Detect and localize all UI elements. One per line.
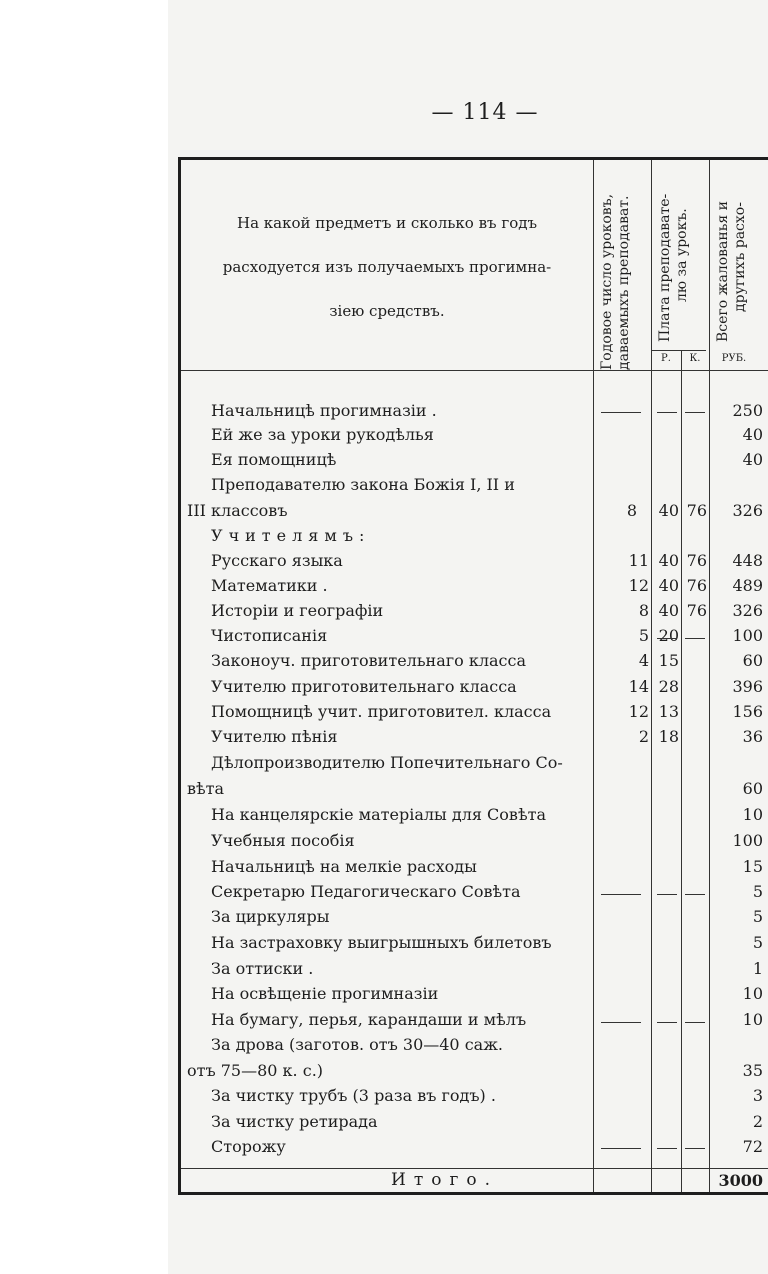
cell-total: 10 bbox=[742, 1010, 763, 1029]
blank-dash bbox=[601, 894, 641, 895]
subheader-kop: К. bbox=[689, 353, 701, 364]
row-label: III классовъ bbox=[187, 501, 288, 520]
cell-total: 326 bbox=[732, 601, 763, 620]
row-label: За чистку трубъ (3 раза въ годъ) . bbox=[211, 1086, 496, 1105]
header-description bbox=[181, 212, 593, 322]
blank-dash bbox=[685, 412, 705, 413]
cell-lessons: 8 bbox=[626, 501, 637, 520]
cell-total: 2 bbox=[752, 1112, 763, 1131]
cell-pay-rub: 28 bbox=[658, 677, 679, 696]
header-pay-line: Плата преподавате- bbox=[657, 193, 673, 342]
row-label: вѣта bbox=[187, 779, 225, 798]
cell-pay-rub: 40 bbox=[658, 501, 679, 520]
cell-total: 5 bbox=[752, 882, 763, 901]
row-label: Законоуч. приготовительнаго класса bbox=[211, 651, 527, 670]
blank-dash bbox=[685, 1022, 705, 1023]
row-label: На бумагу, перья, карандаши и мѣлъ bbox=[211, 1010, 527, 1029]
cell-lessons: 14 bbox=[628, 677, 649, 696]
cell-total: 36 bbox=[742, 727, 763, 746]
cell-lessons: 2 bbox=[638, 727, 649, 746]
header-description-line: расходуется изъ получаемыхъ прогимна- bbox=[222, 258, 552, 276]
row-label: За чистку ретирада bbox=[211, 1112, 378, 1131]
row-label: Ей же за уроки рукодѣлья bbox=[211, 425, 434, 444]
header-total-line: Всего жалованья и bbox=[715, 201, 731, 342]
blank-dash bbox=[657, 1022, 677, 1023]
cell-pay-rub: 20 bbox=[658, 626, 679, 645]
header-total-line: другихъ расхо- bbox=[732, 202, 748, 312]
row-label: Математики . bbox=[211, 576, 328, 595]
cell-total: 1 bbox=[752, 959, 763, 978]
row-label: Чистописанія bbox=[211, 626, 328, 645]
cell-total: 35 bbox=[742, 1061, 763, 1080]
cell-lessons: 11 bbox=[628, 551, 649, 570]
cell-total: 60 bbox=[742, 779, 763, 798]
total-top-rule bbox=[181, 1168, 768, 1169]
row-label: На освѣщеніе прогимназіи bbox=[211, 984, 439, 1003]
blank-dash bbox=[601, 1148, 641, 1149]
row-label: Секретарю Педагогическаго Совѣта bbox=[211, 882, 521, 901]
cell-total: 3 bbox=[752, 1086, 763, 1105]
cell-lessons: 12 bbox=[628, 702, 649, 721]
blank-dash bbox=[657, 1148, 677, 1149]
cell-pay-rub: 40 bbox=[658, 601, 679, 620]
cell-total: 10 bbox=[742, 984, 763, 1003]
cell-total: 100 bbox=[732, 831, 763, 850]
cell-pay-kop: 76 bbox=[686, 576, 707, 595]
cell-total: 489 bbox=[732, 576, 763, 595]
blank-dash bbox=[685, 638, 705, 639]
row-label: Учителю приготовительнаго класса bbox=[211, 677, 517, 696]
cell-total: 72 bbox=[742, 1137, 763, 1156]
cell-total: 60 bbox=[742, 651, 763, 670]
cell-lessons: 4 bbox=[638, 651, 649, 670]
cell-pay-rub: 40 bbox=[658, 551, 679, 570]
blank-dash bbox=[601, 1022, 641, 1023]
row-label: На канцелярскіе матеріалы для Совѣта bbox=[211, 805, 546, 824]
blank-dash bbox=[685, 1148, 705, 1149]
pay-subheader-rule bbox=[651, 350, 706, 351]
row-label: Сторожу bbox=[211, 1137, 286, 1156]
row-label: На застраховку выигрышныхъ билетовъ bbox=[211, 933, 552, 952]
cell-pay-kop: 76 bbox=[686, 551, 707, 570]
subheader-rub: Р. bbox=[661, 353, 671, 364]
header-bottom-rule bbox=[181, 370, 768, 371]
cell-total: 40 bbox=[742, 425, 763, 444]
row-label: Преподавателю закона Божія I, II и bbox=[211, 475, 515, 494]
cell-pay-rub: 40 bbox=[658, 576, 679, 595]
col-divider-kop bbox=[681, 350, 682, 1192]
row-label: Ея помощницѣ bbox=[211, 450, 337, 469]
expense-table bbox=[178, 157, 768, 1195]
cell-pay-kop: 76 bbox=[686, 501, 707, 520]
row-label: Учителю пѣнія bbox=[211, 727, 338, 746]
row-label: За дрова (заготов. отъ 30—40 саж. bbox=[211, 1035, 503, 1054]
header-lessons-line: даваемыхъ преподават. bbox=[616, 195, 632, 370]
row-label: Учителямъ: bbox=[211, 526, 371, 545]
cell-total: 448 bbox=[732, 551, 763, 570]
cell-total: 40 bbox=[742, 450, 763, 469]
blank-dash bbox=[657, 894, 677, 895]
row-label: Начальницѣ на мелкіе расходы bbox=[211, 857, 477, 876]
header-description-line: На какой предметъ и сколько въ годъ bbox=[236, 214, 537, 232]
cell-total: 326 bbox=[732, 501, 763, 520]
cell-pay-rub: 13 bbox=[658, 702, 679, 721]
header-pay-line: лю за урокъ. bbox=[674, 208, 690, 302]
cell-pay-kop: 76 bbox=[686, 601, 707, 620]
blank-dash bbox=[685, 894, 705, 895]
page-number: — 114 — bbox=[431, 100, 539, 125]
row-label: Дѣлопроизводителю Попечительнаго Со- bbox=[211, 753, 563, 772]
cell-total: 10 bbox=[742, 805, 763, 824]
cell-total: 250 bbox=[732, 401, 763, 420]
cell-total: 15 bbox=[742, 857, 763, 876]
row-label: За оттиски . bbox=[211, 959, 314, 978]
header-lessons bbox=[599, 194, 633, 370]
cell-pay-rub: 15 bbox=[658, 651, 679, 670]
blank-dash bbox=[601, 412, 641, 413]
blank-dash bbox=[657, 412, 677, 413]
header-total bbox=[715, 201, 749, 342]
row-label: Помощницѣ учит. приготовител. класса bbox=[211, 702, 552, 721]
row-label: Русскаго языка bbox=[211, 551, 343, 570]
row-label: Начальницѣ прогимназіи . bbox=[211, 401, 437, 420]
total-value: 3000 bbox=[718, 1171, 763, 1190]
total-label: Итого. bbox=[391, 1170, 499, 1190]
cell-total: 396 bbox=[732, 677, 763, 696]
blank-dash bbox=[657, 638, 677, 639]
cell-total: 100 bbox=[732, 626, 763, 645]
row-label: За циркуляры bbox=[211, 907, 330, 926]
header-description-line: зіею средствъ. bbox=[329, 302, 445, 320]
cell-total: 5 bbox=[752, 907, 763, 926]
header-pay bbox=[657, 194, 691, 342]
cell-lessons: 12 bbox=[628, 576, 649, 595]
cell-total: 156 bbox=[732, 702, 763, 721]
header-lessons-line: Годовое число уроковъ, bbox=[599, 193, 615, 370]
subheader-total-rub: РУБ. bbox=[721, 353, 747, 364]
cell-lessons: 8 bbox=[638, 601, 649, 620]
cell-pay-rub: 18 bbox=[658, 727, 679, 746]
cell-lessons: 5 bbox=[638, 626, 649, 645]
row-label: отъ 75—80 к. с.) bbox=[187, 1061, 324, 1080]
cell-total: 5 bbox=[752, 933, 763, 952]
row-label: Учебныя пособія bbox=[211, 831, 355, 850]
row-label: Исторіи и географіи bbox=[211, 601, 384, 620]
